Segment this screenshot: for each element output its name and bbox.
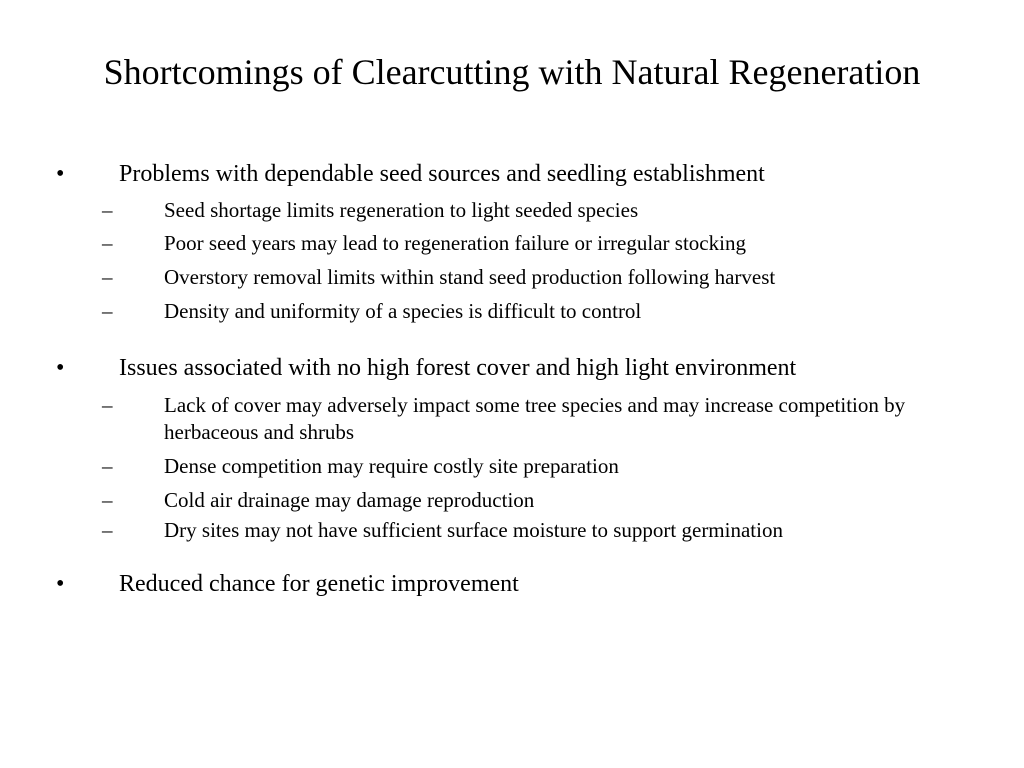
sub-bullet-marker: – bbox=[102, 518, 113, 542]
sub-bullet-marker: – bbox=[102, 454, 113, 478]
bullet-marker: • bbox=[56, 355, 65, 381]
sub-bullet-marker: – bbox=[102, 231, 113, 255]
sub-bullet-text: Seed shortage limits regeneration to light seeded species bbox=[164, 198, 639, 222]
sub-bullet-text: Dense competition may require costly site preparation bbox=[164, 454, 619, 478]
bullet-marker: • bbox=[56, 161, 65, 187]
sub-bullet-text: Cold air drainage may damage reproduction bbox=[164, 488, 535, 512]
sub-bullet-marker: – bbox=[102, 265, 113, 289]
sub-bullet-text: Density and uniformity of a species is difficult to control bbox=[164, 299, 642, 323]
sub-bullet-text: Dry sites may not have sufficient surface moisture to support germination bbox=[164, 518, 783, 542]
slide-title: Shortcomings of Clearcutting with Natural Regeneration bbox=[103, 52, 921, 92]
sub-bullet-marker: – bbox=[102, 198, 113, 222]
bullet-text: Reduced chance for genetic improvement bbox=[119, 571, 519, 597]
sub-bullet-text: Poor seed years may lead to regeneration failure or irregular stocking bbox=[164, 231, 746, 255]
bullet-marker: • bbox=[56, 571, 65, 597]
sub-bullet-marker: – bbox=[102, 488, 113, 512]
sub-bullet-marker: – bbox=[102, 393, 113, 417]
bullet-text: Issues associated with no high forest cover and high light environment bbox=[119, 355, 797, 381]
sub-bullet-text: Overstory removal limits within stand seed production following harvest bbox=[164, 265, 776, 289]
sub-bullet-text: Lack of cover may adversely impact some tree species and may increase competition by herbaceous and shrubs bbox=[164, 393, 906, 444]
bullet-text: Problems with dependable seed sources and seedling establishment bbox=[119, 161, 765, 187]
sub-bullet-marker: – bbox=[102, 299, 113, 323]
